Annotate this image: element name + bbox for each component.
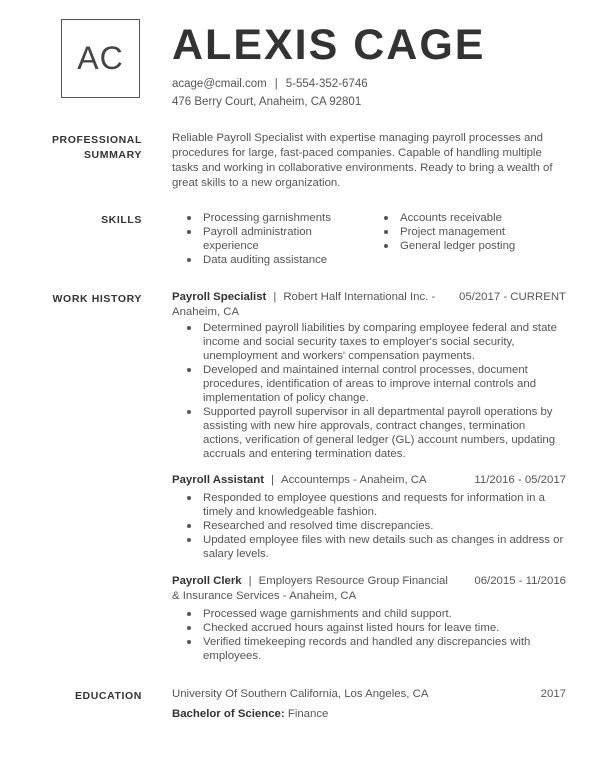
education-degree: Bachelor of Science: [172, 708, 281, 720]
skills-list-right: [369, 211, 569, 253]
education-year: 2017: [540, 688, 566, 700]
job-bullet: Developed and maintained internal control processes, document procedures, identification of areas to improve internal controls and implementation of policy change.: [172, 363, 566, 405]
section-title-education: EDUCATION: [74, 690, 142, 702]
monogram-initials: AC: [77, 40, 124, 76]
job-dates: 05/2017 - CURRENT: [459, 291, 566, 303]
bullet-icon: [187, 368, 191, 372]
skill-item: Processing garnishments: [172, 211, 352, 225]
contact-separator: |: [274, 78, 278, 90]
skills-list-left: [172, 211, 352, 267]
bullet-icon: [187, 326, 191, 330]
summary-text: Reliable Payroll Specialist with expertise managing payroll processes and procedures for large, fast-paced companies. Capable of handling multiple tasks and working in collaborative environments. Ready to bring a wealth of great skills to a new organization.: [172, 132, 553, 189]
job-company: Robert Half International Inc. - Anaheim, CA: [172, 291, 436, 318]
section-title-summary: [20, 133, 142, 163]
bullet-icon: [187, 538, 191, 542]
job-bullet: Supported payroll supervisor in all departmental payroll operations by assisting with new hire approvals, contract changes, termination actions, verification of general ledger (GL) account numbers, updating accruals and entering termination dates.: [172, 405, 566, 461]
bullet-icon: [187, 410, 191, 414]
address-text: 476 Berry Court, Anaheim, CA 92801: [172, 96, 362, 109]
job-dates: 11/2016 - 05/2017: [474, 474, 566, 486]
section-title-work-history: WORK HISTORY: [52, 293, 142, 305]
bullet-icon: [187, 524, 191, 528]
job-bullet: Verified timekeeping records and handled any discrepancies with employees.: [172, 635, 566, 663]
skill-item: Accounts receivable: [369, 211, 569, 225]
bullet-icon: [384, 230, 388, 234]
job-bullets: [172, 321, 566, 461]
email-text: acage@cmail.com: [172, 78, 267, 90]
contact-info: [172, 75, 368, 112]
job-bullet: Researched and resolved time discrepancies.: [172, 519, 566, 533]
skill-item: General ledger posting: [369, 239, 569, 253]
bullet-icon: [384, 244, 388, 248]
job-bullet: Updated employee files with new details such as changes in address or salary levels.: [172, 533, 566, 561]
education-degree-line: [172, 707, 328, 722]
skill-item: Project management: [369, 225, 569, 239]
section-title-summary-line2: SUMMARY: [83, 149, 142, 162]
job-title: Payroll Specialist: [172, 291, 267, 303]
job-bullets: [172, 491, 566, 561]
skill-item: Payroll administration experience: [172, 225, 352, 253]
bullet-icon: [187, 216, 191, 220]
education-school: University Of Southern California, Los Angeles, CA: [172, 688, 429, 700]
job-bullets: [172, 607, 566, 663]
candidate-name: ALEXIS CAGE: [172, 21, 486, 69]
job-header: [172, 574, 566, 604]
job-separator: |: [248, 575, 252, 587]
job-bullet: Determined payroll liabilities by comparing employee federal and state income and social security taxes to employer's social security, unemployment and workers' compensation payments.: [172, 321, 566, 363]
bullet-icon: [384, 216, 388, 220]
skill-item: Data auditing assistance: [172, 253, 352, 267]
bullet-icon: [187, 230, 191, 234]
job-separator: |: [271, 474, 274, 486]
monogram-box: [61, 19, 140, 98]
job-bullet: Processed wage garnishments and child support.: [172, 607, 566, 621]
job-bullet: Responded to employee questions and requests for information in a timely and knowledgeable fashion.: [172, 491, 566, 519]
bullet-icon: [187, 496, 191, 500]
job-dates: 06/2015 - 11/2016: [474, 575, 566, 587]
job-title: Payroll Clerk: [172, 575, 242, 587]
education-field: Finance: [287, 708, 329, 720]
job-bullet: Checked accrued hours against listed hours for leave time.: [172, 621, 566, 635]
job-separator: |: [273, 291, 277, 303]
job-title: Payroll Assistant: [172, 474, 265, 486]
bullet-icon: [187, 258, 191, 262]
job-company: Accountemps - Anaheim, CA: [280, 474, 427, 486]
section-title-skills: SKILLS: [101, 214, 142, 226]
section-title-summary-line1: PROFESSIONAL: [51, 134, 142, 146]
bullet-icon: [187, 640, 191, 644]
job-header: [172, 473, 566, 488]
job-company: Employers Resource Group Financial & Insurance Services - Anaheim, CA: [172, 575, 448, 602]
phone-text: 5-554-352-6746: [285, 78, 368, 90]
education-line: [172, 687, 566, 702]
job-header: [172, 290, 566, 320]
education-degree-sep: :: [280, 708, 285, 720]
bullet-icon: [187, 626, 191, 630]
bullet-icon: [187, 612, 191, 616]
